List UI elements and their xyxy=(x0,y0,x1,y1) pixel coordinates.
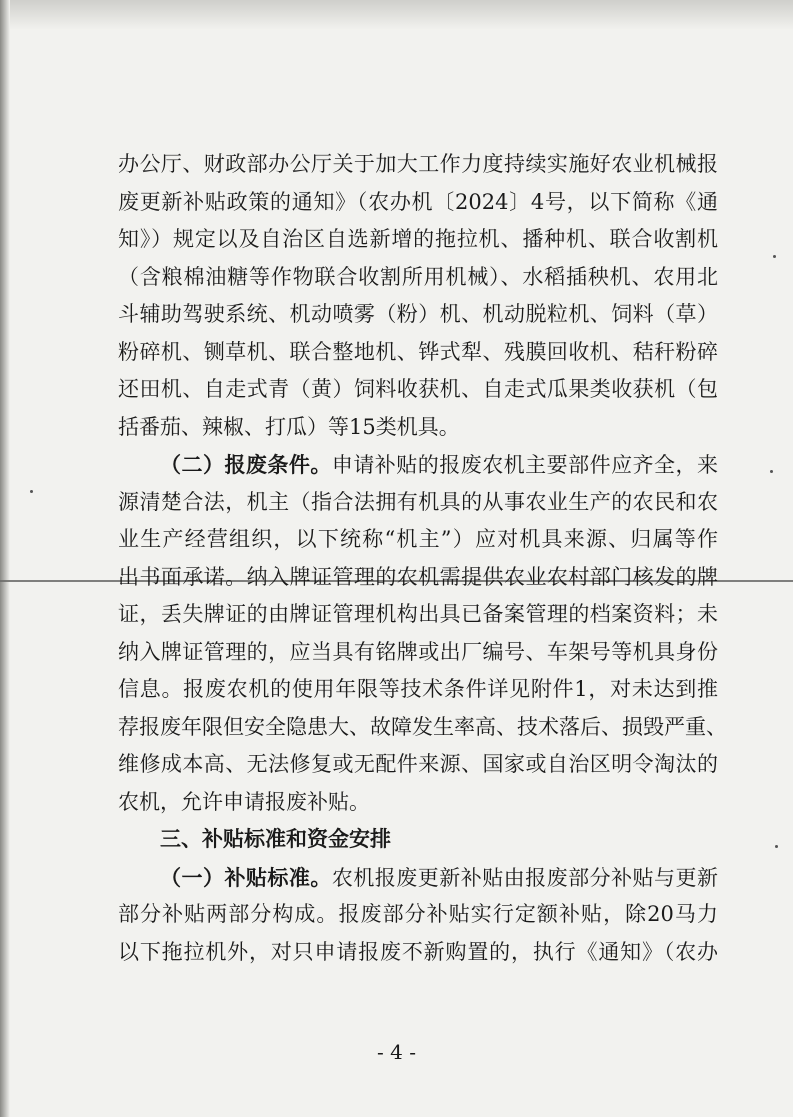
text-line: 荐报废年限但安全隐患大、故障发生率高、技术落后、损毁严重、 xyxy=(118,714,727,739)
text-line: 还田机、自走式青（黄）饲料收获机、自走式瓜果类收获机（包 xyxy=(118,377,718,401)
scan-speck xyxy=(30,490,33,493)
text-line: 办公厅、财政部办公厅关于加大工作力度持续实施好农业机械报 xyxy=(118,152,718,176)
text-line: 部分补贴两部分构成。报废部分补贴实行定额补贴，除20马力 xyxy=(118,902,718,926)
page-number: - 4 - xyxy=(377,1040,416,1064)
paragraph-text: 申请补贴的报废农机主要部件应齐全，来 xyxy=(331,453,719,477)
paragraph-text: 农机报废更新补贴由报废部分补贴与更新 xyxy=(331,865,719,890)
text-line: 农机，允许申请报废补贴。 xyxy=(118,789,370,814)
paragraph-lead: （二）报废条件。 xyxy=(160,452,332,477)
text-line: 知》）规定以及自治区自选新增的拖拉机、播种机、联合收割机 xyxy=(118,227,718,251)
scan-speck xyxy=(770,470,773,473)
paragraph-first-line xyxy=(118,446,718,484)
scan-shadow-top xyxy=(0,0,793,30)
section-heading: 三、补贴标准和资金安排 xyxy=(160,827,391,851)
text-line: 粉碎机、铡草机、联合整地机、铧式犁、残膜回收机、秸秆粉碎 xyxy=(118,339,718,364)
paragraph-lead: （一）补贴标准。 xyxy=(160,864,332,890)
paragraph-first-line xyxy=(118,859,718,897)
scan-shadow-left xyxy=(0,0,10,1117)
text-line: 废更新补贴政策的通知》（农办机〔2024〕4号，以下简称《通 xyxy=(118,189,718,214)
text-line: 证，丢失牌证的由牌证管理机构出具已备案管理的档案资料；未 xyxy=(118,602,718,626)
text-line: （含粮棉油糖等作物联合收割所用机械）、水稻插秧机、农用北 xyxy=(118,264,718,289)
text-line: 斗辅助驾驶系统、机动喷雾（粉）机、机动脱粒机、饲料（草） xyxy=(118,302,718,326)
document-body xyxy=(118,146,727,971)
text-line: 括番茄、辣椒、打瓜）等15类机具。 xyxy=(118,414,460,439)
text-line: 信息。报废农机的使用年限等技术条件详见附件1，对未达到推 xyxy=(118,677,718,701)
text-line: 出书面承诺。纳入牌证管理的农机需提供农业农村部门核发的牌 xyxy=(118,564,718,589)
text-line: 业生产经营组织，以下统称“机主”）应对机具来源、归属等作 xyxy=(118,527,718,551)
scan-speck xyxy=(773,255,776,258)
text-line: 纳入牌证管理的，应当具有铭牌或出厂编号、车架号等机具身份 xyxy=(118,639,718,664)
text-line: 以下拖拉机外，对只申请报废不新购置的，执行《通知》（农办 xyxy=(118,939,718,964)
text-line: 维修成本高、无法修复或无配件来源、国家或自治区明令淘汰的 xyxy=(118,752,718,776)
text-line: 源清楚合法，机主（指合法拥有机具的从事农业生产的农民和农 xyxy=(118,489,718,514)
scan-speck xyxy=(775,845,778,848)
